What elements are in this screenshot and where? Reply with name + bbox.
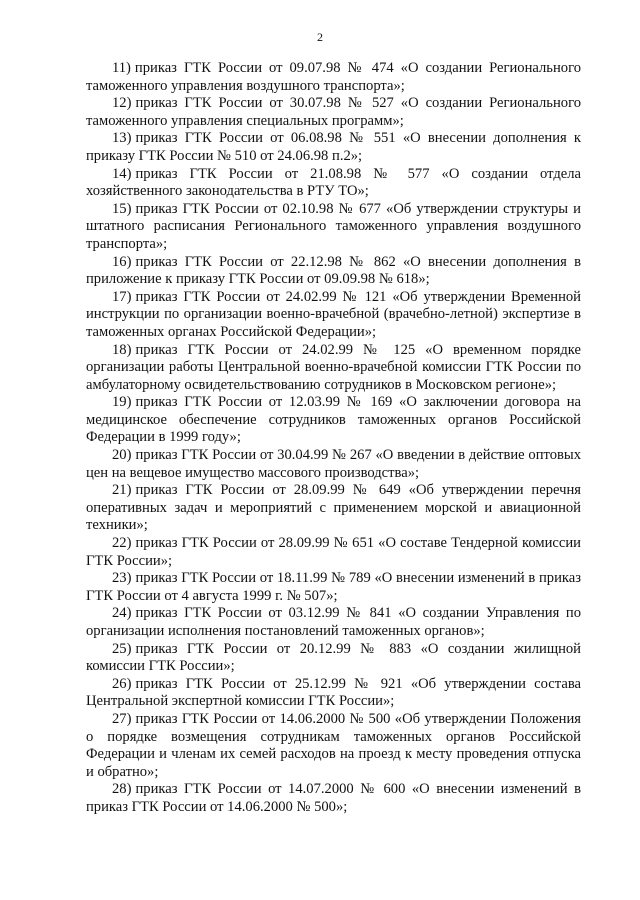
- list-item: [86, 289, 581, 342]
- item-text: приказ ГТК России от 24.02.99 № 121 «Об утверждении Временной инструкции по организации военно-врачебной (врачебно-летной) экспертизе в таможенных органах Российской Федерации»;: [86, 288, 581, 340]
- item-number: 21): [112, 482, 132, 499]
- item-number: 16): [112, 253, 132, 270]
- list-item: [86, 605, 581, 640]
- item-text: приказ ГТК России от 21.08.98 № 577 «О создании отдела хозяйственного законодательства в РТУ ТО»;: [86, 165, 581, 200]
- item-text: приказ ГТК России от 18.11.99 № 789 «О внесении изменений в приказ ГТК России от 4 августа 1999 г. № 507»;: [86, 570, 581, 604]
- item-text: приказ ГТК России от 14.06.2000 № 500 «Об утверждении Положения о порядке возмещения сотрудникам таможенных органов Российской Федерации и членам их семей расходов на проезд к месту проведения отпуска и обратно»;: [86, 710, 581, 780]
- list-item: [86, 394, 581, 447]
- list-item: [86, 781, 581, 816]
- item-number: 22): [112, 535, 132, 552]
- list-item: [86, 570, 581, 605]
- page-number: 2: [317, 30, 323, 44]
- item-text: приказ ГТК России от 02.10.98 № 677 «Об утверждении структуры и штатного расписания Регионального таможенного управления воздушного транспорта»;: [86, 200, 581, 252]
- list-item: [86, 711, 581, 781]
- item-text: приказ ГТК России от 09.07.98 № 474 «О создании Регионального таможенного управления воздушного транспорта»;: [86, 60, 581, 94]
- item-text: приказ ГТК России от 24.02.99 № 125 «О временном порядке организации работы Центральной военно-врачебной комиссии ГТК России по амбулаторному освидетельствованию сотрудников в Московском регионе»;: [86, 341, 581, 393]
- list-item: [86, 130, 581, 165]
- item-number: 12): [112, 95, 132, 112]
- item-number: 27): [112, 710, 132, 727]
- item-text: приказ ГТК России от 30.07.98 № 527 «О создании Регионального таможенного управления специальных программ»;: [86, 95, 581, 129]
- item-text: приказ ГТК России от 03.12.99 № 841 «О создании Управления по организации исполнения постановлений таможенных органов»;: [86, 605, 581, 639]
- list-item: [86, 166, 581, 201]
- item-text: приказ ГТК России от 28.09.99 № 649 «Об утверждении перечня оперативных задач и мероприятий с применением морской и авиационной техники»;: [86, 482, 581, 534]
- list-item: [86, 535, 581, 570]
- item-text: приказ ГТК России от 12.03.99 № 169 «О заключении договора на медицинское обеспечение сотрудников таможенных органов Российской Федерации в 1999 году»;: [86, 394, 581, 446]
- list-item: [86, 60, 581, 95]
- item-number: 11): [112, 60, 131, 76]
- list-item: [86, 447, 581, 482]
- list-item: [86, 201, 581, 254]
- item-number: 13): [112, 130, 132, 147]
- item-text: приказ ГТК России от 06.08.98 № 551 «О внесении дополнения к приказу ГТК России № 510 от 24.06.98 п.2»;: [86, 130, 581, 164]
- item-text: приказ ГТК России от 14.07.2000 № 600 «О внесении изменений в приказ ГТК России от 14.06.2000 № 500»;: [86, 781, 581, 815]
- item-number: 28): [112, 781, 132, 798]
- item-number: 14): [112, 165, 132, 182]
- item-text: приказ ГТК России от 22.12.98 № 862 «О внесении дополнения в приложение к приказу ГТК России от 09.09.98 № 618»;: [86, 253, 581, 288]
- item-number: 19): [112, 394, 132, 411]
- item-number: 15): [112, 200, 132, 217]
- item-text: приказ ГТК России от 30.04.99 № 267 «О введении в действие оптовых цен на вещевое имущество массового производства»;: [86, 447, 581, 481]
- list-item: [86, 482, 581, 535]
- item-number: 18): [112, 341, 132, 358]
- item-number: 20): [112, 447, 132, 464]
- item-text: приказ ГТК России от 28.09.99 № 651 «О составе Тендерной комиссии ГТК России»;: [86, 535, 581, 569]
- item-number: 25): [112, 640, 132, 657]
- list-item: [86, 676, 581, 711]
- item-text: приказ ГТК России от 25.12.99 № 921 «Об утверждении состава Центральной экспертной комиссии ГТК России»;: [86, 675, 581, 710]
- list-item: [86, 254, 581, 289]
- list-item: [86, 95, 581, 130]
- item-number: 26): [112, 675, 132, 692]
- list-item: [86, 342, 581, 395]
- item-number: 24): [112, 605, 132, 622]
- item-text: приказ ГТК России от 20.12.99 № 883 «О создании жилищной комиссии ГТК России»;: [86, 640, 581, 675]
- list-item: [86, 641, 581, 676]
- item-number: 23): [112, 570, 132, 587]
- document-body: [86, 60, 581, 817]
- item-number: 17): [112, 288, 132, 305]
